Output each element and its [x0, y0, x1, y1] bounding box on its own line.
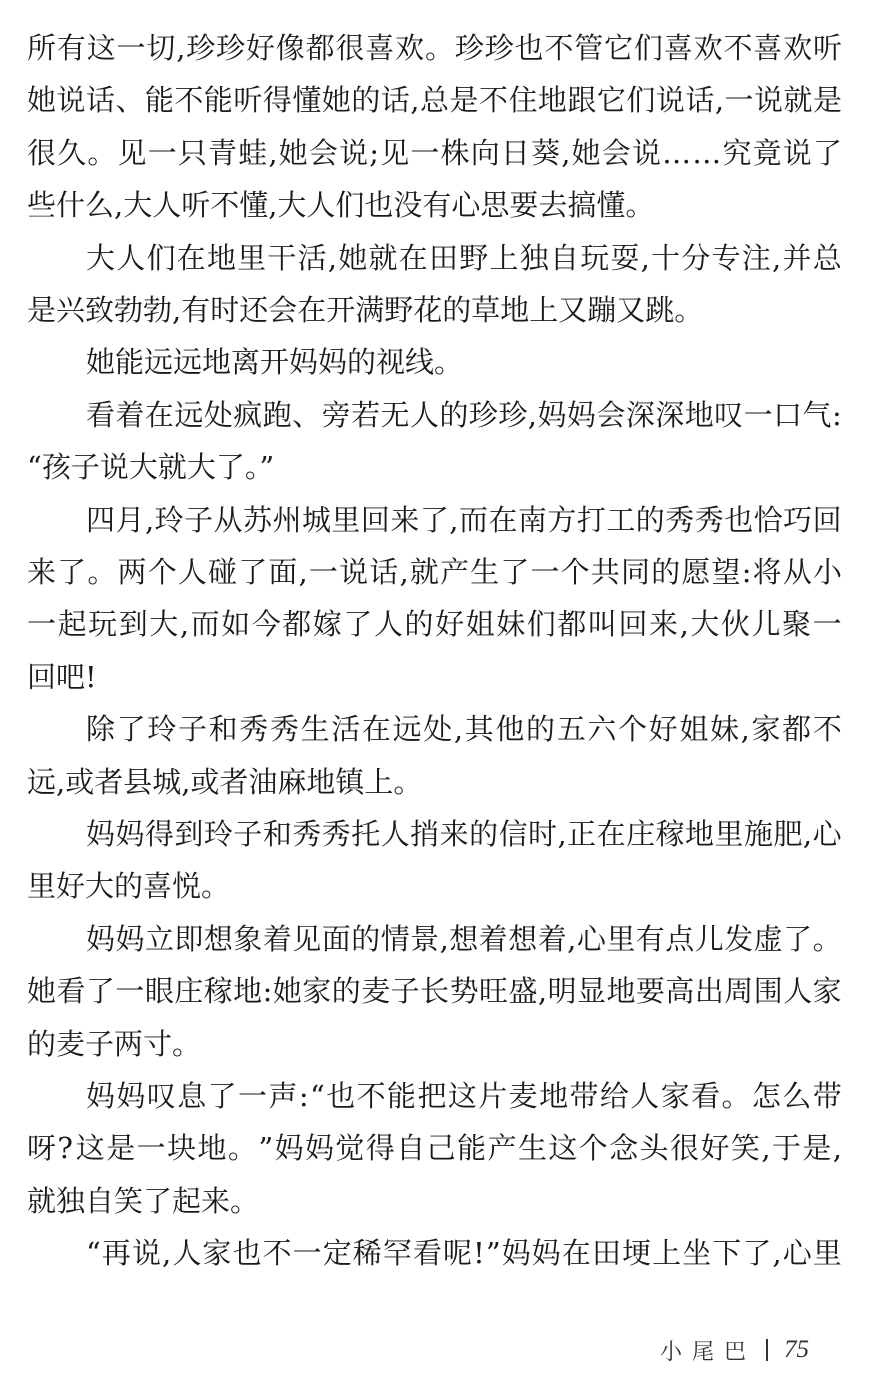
running-title: 小尾巴 — [660, 1339, 757, 1365]
text-line: 她能远远地离开妈妈的视线。 — [86, 345, 464, 380]
text-line: 是兴致勃勃,有时还会在开满野花的草地上又蹦又跳。 — [27, 293, 704, 327]
text-line: 远,或者县城,或者油麻地镇上。 — [27, 764, 423, 799]
text-line: 妈 妈 立 即 想 象 着 见 面 的 情 景 , 想 着 想 着 , 心 里 有 点 儿 发 虚 了 。 — [86, 921, 842, 956]
text-line: 的麦子两寸。 — [27, 1026, 202, 1061]
text-line: 大 人 们 在 地 里 干 活 , 她 就 在 田 野 上 独 自 玩 耍 , 十 分 专 注 , 并 总 — [86, 240, 842, 275]
page-footer — [660, 1330, 809, 1370]
text-line: 所 有 这 一 切 , 珍 珍 好 像 都 很 喜 欢 。 珍 珍 也 不 管 它 们 喜 欢 不 喜 欢 听 — [27, 31, 842, 65]
text-line: 看 着 在 远 处 疯 跑 、 旁 若 无 人 的 珍 珍 , 妈 妈 会 深 深 地 叹 一 口 气 : — [86, 397, 842, 432]
text-line: “ 再 说 , 人 家 也 不 一 定 稀 罕 看 呢 ! ” 妈 妈 在 田 埂 上 坐 下 了 , 心 里 — [86, 1236, 842, 1271]
text-line: 呀 ? 这 是 一 块 地 。 ” 妈 妈 觉 得 自 己 能 产 生 这 个 念 头 很 好 笑 , 于 是 , — [27, 1131, 842, 1166]
text-line: 些什么,大人听不懂,大人们也没有心思要去搞懂。 — [27, 188, 655, 223]
text-line: 很 久 。 见 一 只 青 蛙 , 她 会 说 ; 见 一 株 向 日 葵 , 她 会 说 … … 究 竟 说 了 — [27, 135, 842, 170]
page-number: 75 — [784, 1336, 810, 1363]
text-line: 妈 妈 叹 息 了 一 声 : “ 也 不 能 把 这 片 麦 地 带 给 人 家 看 。 怎 么 带 — [86, 1079, 842, 1113]
text-line: 一 起 玩 到 大 , 而 如 今 都 嫁 了 人 的 好 姐 妹 们 都 叫 回 来 , 大 伙 儿 聚 一 — [27, 607, 842, 642]
text-line: 里好大的喜悦。 — [27, 869, 231, 904]
text-line: 来 了 。 两 个 人 碰 了 面 , 一 说 话 , 就 产 生 了 一 个 共 同 的 愿 望 : 将 从 小 — [27, 555, 842, 589]
text-line: 回吧! — [27, 659, 97, 694]
text-line: “孩子说大就大了。” — [27, 450, 275, 485]
text-line: 她 说 话 、 能 不 能 听 得 懂 她 的 话 , 总 是 不 住 地 跟 它 们 说 话 , 一 说 就 是 — [27, 83, 842, 118]
text-line: 就独自笑了起来。 — [27, 1183, 260, 1218]
text-line: 除 了 玲 子 和 秀 秀 生 活 在 远 处 , 其 他 的 五 六 个 好 姐 妹 , 家 都 不 — [86, 712, 842, 747]
text-line: 她 看 了 一 眼 庄 稼 地 : 她 家 的 麦 子 长 势 旺 盛 , 明 显 地 要 高 出 周 围 人 家 — [27, 974, 842, 1009]
text-line: 四 月 , 玲 子 从 苏 州 城 里 回 来 了 , 而 在 南 方 打 工 的 秀 秀 也 恰 巧 回 — [86, 502, 842, 537]
text-line: 妈 妈 得 到 玲 子 和 秀 秀 托 人 捎 来 的 信 时 , 正 在 庄 稼 地 里 施 肥 , 心 — [86, 817, 842, 851]
footer-divider — [766, 1339, 768, 1361]
